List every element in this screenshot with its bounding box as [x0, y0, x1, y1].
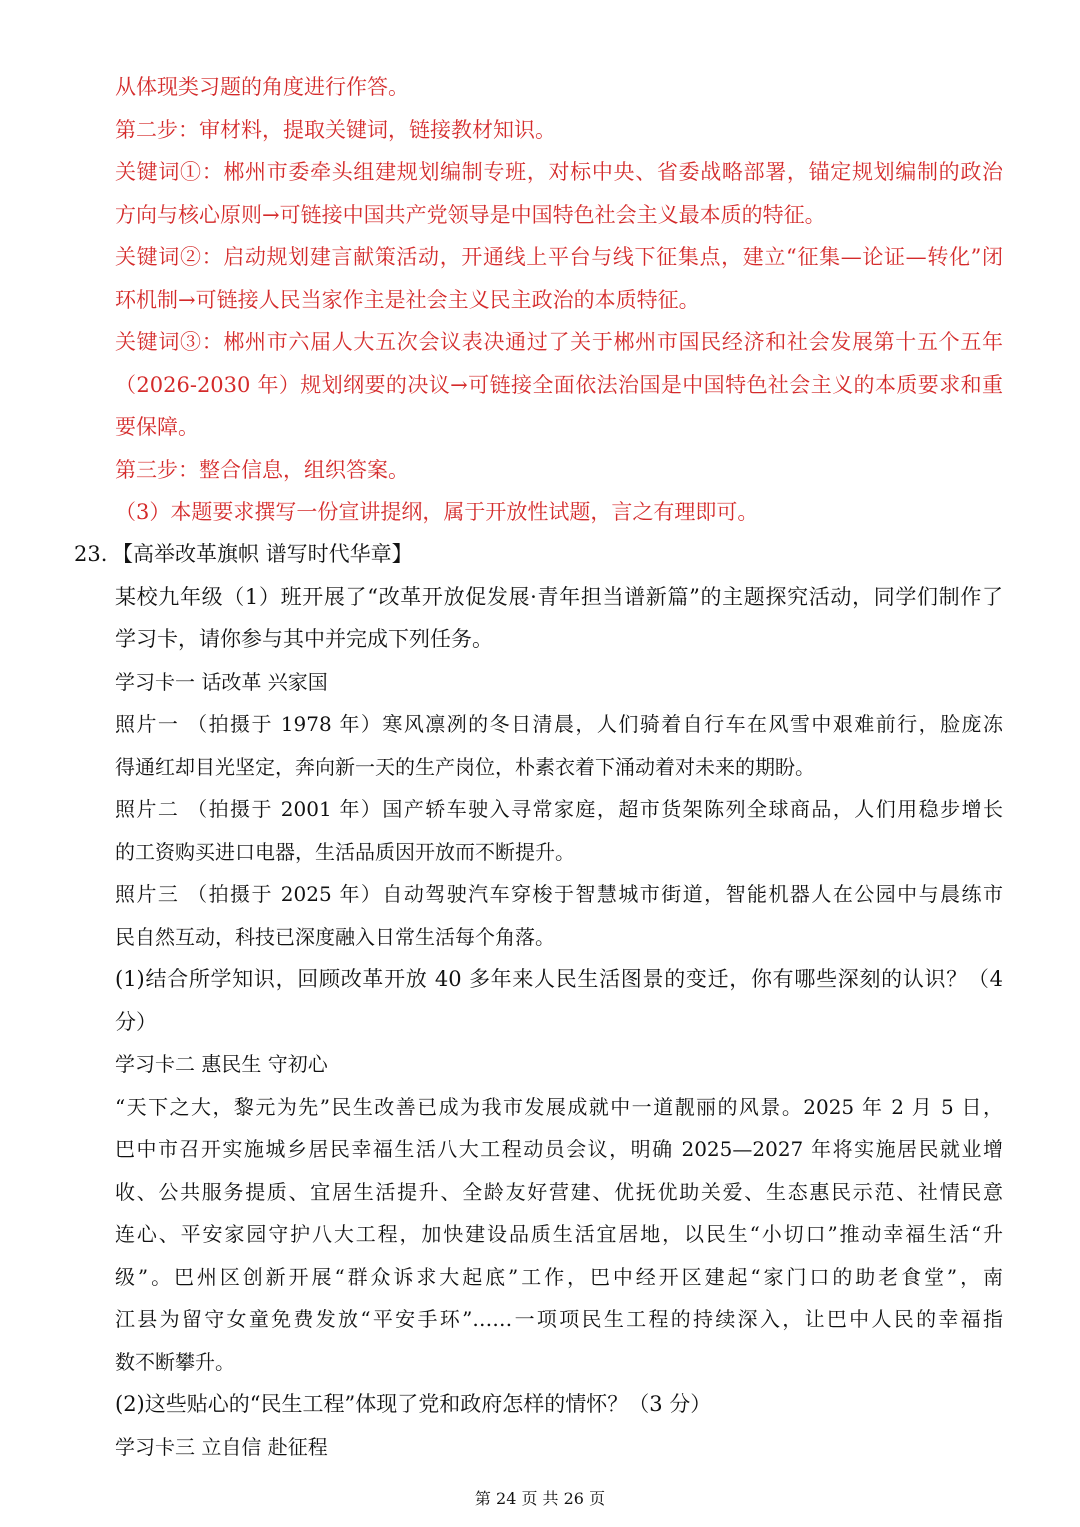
material-paragraph: 连心、平安家园守护八大工程，加快建设品质生活宜居地，以民生“小切口”推动幸福生活“升 — [115, 1222, 1003, 1246]
material-paragraph: 数不断攀升。 — [115, 1350, 235, 1374]
photo-2-cont: 的工资购买进口电器，生活品质因开放而不断提升。 — [115, 840, 575, 864]
material-paragraph: 巴中市召开实施城乡居民幸福生活八大工程动员会议，明确 2025—2027 年将实施居民就业增 — [115, 1137, 1003, 1161]
card-3-title: 学习卡三 立自信 赴征程 — [115, 1435, 328, 1459]
question-number: 23. — [74, 542, 108, 566]
sub-question-1: (1)结合所学知识，回顾改革开放 40 多年来人民生活图景的变迁，你有哪些深刻的认识？（4 — [115, 967, 1003, 991]
analysis-line: 从体现类习题的角度进行作答。 — [115, 75, 409, 99]
keyword-2: 关键词②：启动规划建言献策活动，开通线上平台与线下征集点，建立“征集—论证—转化”闭 — [115, 245, 1003, 269]
material-paragraph: “天下之大，黎元为先”民生改善已成为我市发展成就中一道靓丽的风景。2025 年 2 月 5 日， — [115, 1095, 1003, 1119]
keyword-1-cont: 方向与核心原则→可链接中国共产党领导是中国特色社会主义最本质的特征。 — [115, 203, 826, 227]
material-paragraph: 级”。巴州区创新开展“群众诉求大起底”工作，巴中经开区建起“家门口的助老食堂”，南 — [115, 1265, 1003, 1289]
keyword-3-cont: （2026-2030 年）规划纲要的决议→可链接全面依法治国是中国特色社会主义的本质要求和重 — [115, 373, 1003, 397]
question-title: 【高举改革旗帜 谱写时代华章】 — [112, 542, 413, 566]
step-three: 第三步：整合信息，组织答案。 — [115, 458, 409, 482]
question-intro-cont: 学习卡，请你参与其中并完成下列任务。 — [115, 627, 493, 651]
photo-1-cont: 得通红却目光坚定，奔向新一天的生产岗位，朴素衣着下涌动着对未来的期盼。 — [115, 755, 815, 779]
photo-3-cont: 民自然互动，科技已深度融入日常生活每个角落。 — [115, 925, 555, 949]
page-footer: 第 24 页 共 26 页 — [474, 1489, 606, 1508]
keyword-3: 关键词③：郴州市六届人大五次会议表决通过了关于郴州市国民经济和社会发展第十五个五年 — [115, 330, 1003, 354]
material-paragraph: 收、公共服务提质、宜居生活提升、全龄友好营建、优抚优助关爱、生态惠民示范、社情民意 — [115, 1180, 1003, 1204]
keyword-3-end: 要保障。 — [115, 415, 199, 439]
card-1-title: 学习卡一 话改革 兴家国 — [115, 670, 328, 694]
material-paragraph: 江县为留守女童免费发放“平安手环”……一项项民生工程的持续深入，让巴中人民的幸福指 — [115, 1307, 1003, 1331]
sub-answer-3: （3）本题要求撰写一份宣讲提纲，属于开放性试题，言之有理即可。 — [115, 500, 759, 524]
sub-question-2: (2)这些贴心的“民生工程”体现了党和政府怎样的情怀？（3 分） — [115, 1392, 712, 1416]
sub-question-1-cont: 分） — [115, 1010, 157, 1034]
step-two: 第二步：审材料，提取关键词，链接教材知识。 — [115, 118, 556, 142]
keyword-1: 关键词①：郴州市委牵头组建规划编制专班，对标中央、省委战略部署，锚定规划编制的政治 — [115, 160, 1003, 184]
question-intro: 某校九年级（1）班开展了“改革开放促发展·青年担当谱新篇”的主题探究活动，同学们制作了 — [115, 585, 1003, 609]
photo-3: 照片三 （拍摄于 2025 年）自动驾驶汽车穿梭于智慧城市街道，智能机器人在公园中与晨练市 — [115, 882, 1003, 906]
card-2-title: 学习卡二 惠民生 守初心 — [115, 1052, 328, 1076]
photo-2: 照片二 （拍摄于 2001 年）国产轿车驶入寻常家庭，超市货架陈列全球商品，人们用稳步增长 — [115, 797, 1003, 821]
photo-1: 照片一 （拍摄于 1978 年）寒风凛冽的冬日清晨，人们骑着自行车在风雪中艰难前行，脸庞冻 — [115, 712, 1003, 736]
keyword-2-cont: 环机制→可链接人民当家作主是社会主义民主政治的本质特征。 — [115, 288, 700, 312]
